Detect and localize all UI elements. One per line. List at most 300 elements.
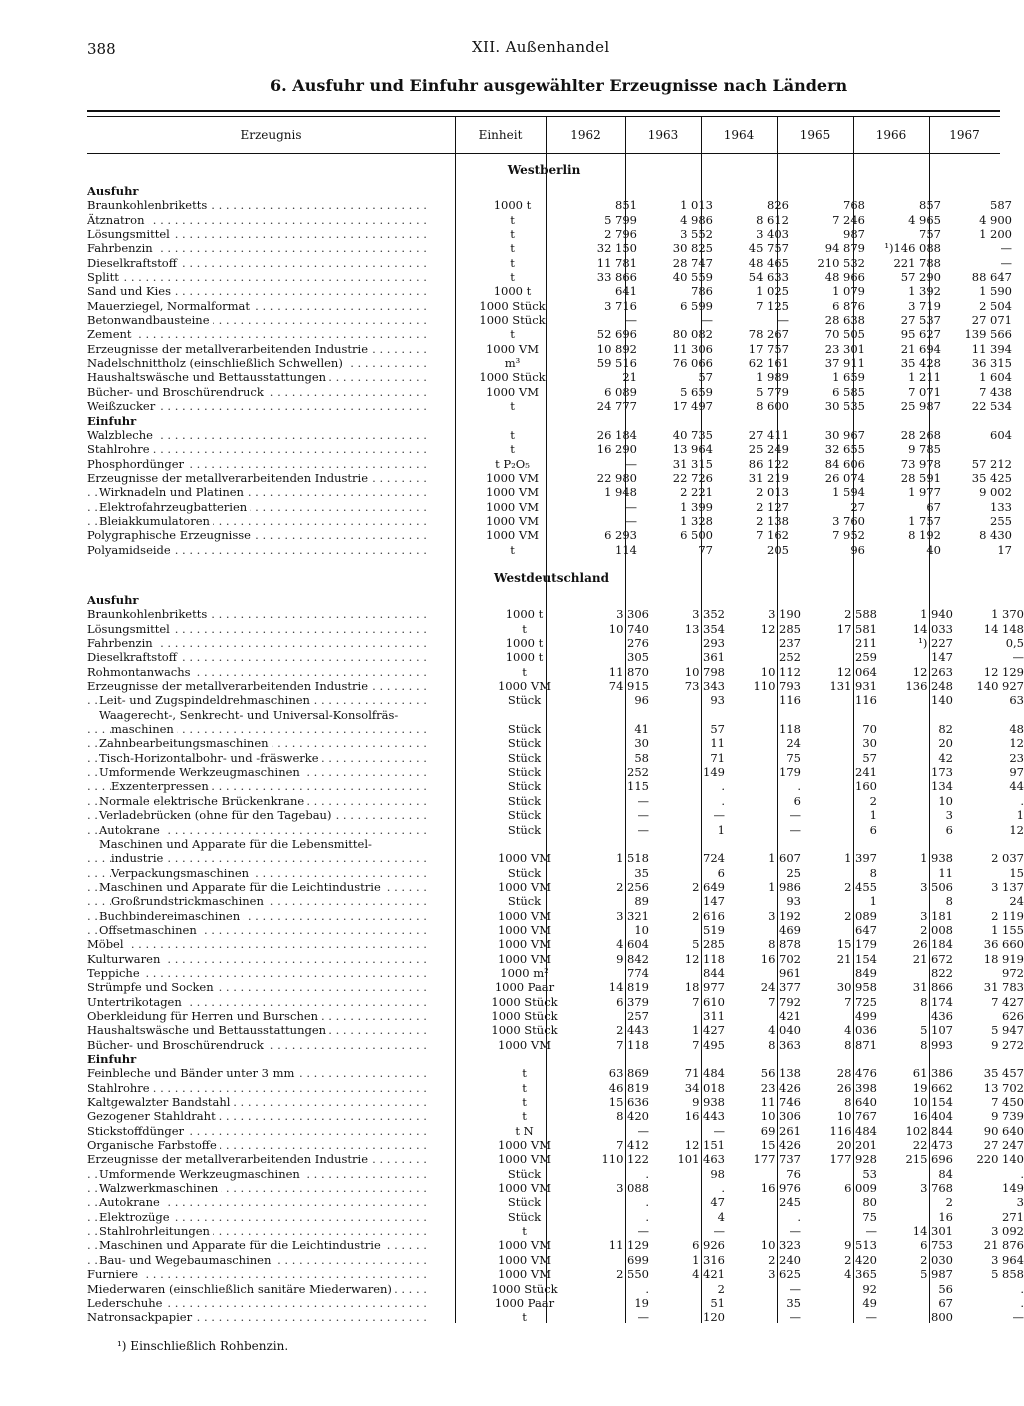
table-row: [87, 356, 1012, 370]
product-label-text: industrie: [111, 851, 166, 865]
value-cell: —: [1012, 1310, 1024, 1325]
product-label-text: Zement: [87, 327, 135, 341]
value-cell: 35 425: [971, 470, 1012, 485]
value-cell: 57: [698, 370, 713, 385]
product-label: [87, 198, 467, 212]
value-cell: 98: [710, 1166, 725, 1181]
product-label: [87, 851, 479, 865]
value-cell: 24 777: [596, 399, 637, 414]
value-cell: 724: [703, 851, 725, 866]
value-cell: 31 219: [748, 470, 789, 485]
value-cell: 252: [627, 765, 649, 780]
value-cell: 800: [931, 1310, 953, 1325]
value-cell: 3 137: [991, 879, 1024, 894]
product-label-text: Furniere: [87, 1267, 141, 1281]
value-cell: 3 088: [616, 1181, 649, 1196]
value-cell: 75: [862, 1209, 877, 1224]
unit-cell: Stück: [507, 693, 542, 708]
table-row: [87, 1282, 1024, 1296]
value-cell: 255: [990, 513, 1012, 528]
value-cell: 131 931: [829, 679, 877, 694]
table-row: [87, 327, 1012, 341]
product-label-text: Organische Farbstoffe: [87, 1138, 220, 1152]
value-cell: 20: [938, 736, 953, 751]
header-year: 1966: [875, 128, 907, 142]
value-cell: 305: [627, 650, 649, 665]
product-label: [87, 299, 467, 313]
value-cell: 140: [931, 693, 953, 708]
value-cell: 24 377: [760, 980, 801, 995]
unit-cell: 1000 VM: [485, 513, 539, 528]
unit-cell: 1000 t: [505, 650, 544, 665]
value-cell: 33 866: [596, 270, 637, 285]
product-label: [87, 327, 467, 341]
value-cell: 3 716: [604, 298, 637, 313]
product-label-text: Autokrane: [99, 823, 163, 837]
product-label: [87, 607, 479, 621]
table-row: [87, 227, 1012, 241]
value-cell: 3 552: [680, 227, 713, 242]
value-cell: 71 484: [684, 1066, 725, 1081]
value-cell: 45 757: [748, 241, 789, 256]
value-cell: 75: [786, 750, 801, 765]
value-cell: 16 976: [760, 1181, 801, 1196]
product-label: [87, 1167, 479, 1181]
value-cell: [713, 414, 789, 428]
value-cell: 2 616: [692, 908, 725, 923]
value-cell: 31 315: [672, 456, 713, 471]
value-cell: 7 952: [832, 528, 865, 543]
table-row: [87, 837, 1024, 851]
product-label-text: Stickstoffdünger: [87, 1124, 187, 1138]
value-cell: 5 107: [920, 1023, 953, 1038]
value-cell: 3 964: [991, 1252, 1024, 1267]
table-row: [87, 636, 1024, 650]
value-cell: [649, 1052, 725, 1066]
unit-cell: t: [510, 327, 515, 342]
value-cell: 2 504: [979, 298, 1012, 313]
product-label-text: Nadelschnittholz (einschließlich Schwellen): [87, 356, 346, 370]
value-cell: 6 599: [680, 298, 713, 313]
table-row: [87, 693, 1024, 707]
value-cell: 4 900: [979, 212, 1012, 227]
unit-cell: 1000 VM: [497, 851, 551, 866]
value-cell: 4 965: [908, 212, 941, 227]
product-label: [87, 622, 479, 636]
product-label: [87, 1095, 479, 1109]
value-cell: .: [645, 1281, 649, 1296]
value-cell: 11 781: [596, 255, 637, 270]
product-label: [87, 213, 467, 227]
value-cell: 2 030: [920, 1252, 953, 1267]
table-row: [87, 1253, 1024, 1267]
product-label-text: Ätznatron: [87, 213, 148, 227]
value-cell: [953, 837, 1024, 851]
value-cell: 1 392: [908, 284, 941, 299]
value-cell: [801, 1052, 877, 1066]
value-cell: 1 370: [991, 607, 1024, 622]
value-cell: 46 819: [608, 1080, 649, 1095]
table-row: [87, 980, 1024, 994]
product-label: [87, 751, 479, 765]
product-label: [87, 428, 467, 442]
value-cell: 7 412: [616, 1138, 649, 1153]
table-row: [87, 241, 1012, 255]
product-label: [87, 980, 479, 994]
value-cell: 77: [698, 542, 713, 557]
value-cell: 241: [855, 765, 877, 780]
value-cell: 587: [990, 198, 1012, 213]
value-cell: 30 967: [824, 427, 865, 442]
unit-cell: [479, 593, 570, 607]
table-row: [87, 1167, 1024, 1181]
value-cell: 13 702: [983, 1080, 1024, 1095]
table-row: [87, 1310, 1024, 1324]
value-cell: 3 306: [616, 607, 649, 622]
value-cell: 9 739: [991, 1109, 1024, 1124]
product-label-text: Leit- und Zugspindeldrehmaschinen: [99, 693, 313, 707]
unit-cell: t: [510, 427, 515, 442]
value-cell: 6: [869, 822, 877, 837]
value-cell: 133: [990, 499, 1012, 514]
value-cell: 1 986: [768, 879, 801, 894]
value-cell: 641: [615, 284, 637, 299]
table-row: [87, 909, 1024, 923]
table-row: [87, 270, 1012, 284]
value-cell: 30: [634, 736, 649, 751]
product-label-text: Untertrikotagen: [87, 995, 185, 1009]
unit-cell: t: [522, 621, 527, 636]
value-cell: 21 672: [912, 951, 953, 966]
value-cell: —: [637, 1123, 649, 1138]
value-cell: 8 420: [616, 1109, 649, 1124]
group-heading: [87, 414, 467, 428]
value-cell: 786: [691, 284, 713, 299]
table-row: [87, 607, 1024, 621]
product-label: [87, 399, 467, 413]
product-label-text: Exzenterpressen: [111, 779, 212, 793]
value-cell: 245: [779, 1195, 801, 1210]
value-cell: 27 247: [983, 1138, 1024, 1153]
table-row: [87, 952, 1024, 966]
unit-cell: 1000 Stück: [491, 1008, 558, 1023]
unit-cell: t: [510, 442, 515, 457]
product-label-text: Maschinen und Apparate für die Lebensmittel-: [99, 837, 375, 851]
value-cell: 86 122: [748, 456, 789, 471]
value-cell: 2: [945, 1195, 953, 1210]
value-cell: 25 987: [900, 399, 941, 414]
value-cell: [801, 708, 877, 722]
value-cell: 63: [1009, 693, 1024, 708]
product-label-text: Kaltgewalzter Bandstahl: [87, 1095, 233, 1109]
westdeutschland-table: [87, 593, 1024, 1325]
value-cell: 110 793: [753, 679, 801, 694]
value-cell: 4 604: [616, 937, 649, 952]
unit-cell: 1000 VM: [497, 1152, 551, 1167]
value-cell: 31 783: [983, 980, 1024, 995]
value-cell: 519: [703, 922, 725, 937]
table-row: [87, 622, 1024, 636]
unit-cell: 1000 t: [493, 198, 532, 213]
product-label-text: Haushaltswäsche und Bettausstattungen: [87, 1023, 329, 1037]
value-cell: 2 256: [616, 879, 649, 894]
unit-cell: 1000 VM: [497, 951, 551, 966]
product-label-text: Rohmontanwachs: [87, 665, 194, 679]
value-cell: [725, 1052, 801, 1066]
value-cell: 2 119: [991, 908, 1024, 923]
value-cell: [725, 593, 801, 607]
value-cell: 116: [779, 693, 801, 708]
value-cell: 4 040: [768, 1023, 801, 1038]
value-cell: 4 036: [844, 1023, 877, 1038]
value-cell: 259: [855, 650, 877, 665]
value-cell: 56 138: [760, 1066, 801, 1081]
product-label-text: Umformende Werkzeugmaschinen: [99, 1167, 303, 1181]
value-cell: 7 792: [768, 994, 801, 1009]
value-cell: 12 118: [684, 951, 725, 966]
value-cell: 6 876: [832, 298, 865, 313]
value-cell: 849: [855, 965, 877, 980]
value-cell: 3: [945, 808, 953, 823]
value-cell: 177 928: [829, 1152, 877, 1167]
value-cell: 30 958: [836, 980, 877, 995]
product-label-text: Verpackungsmaschinen: [111, 866, 252, 880]
product-label-text: Stahlrohre: [87, 442, 153, 456]
product-label-text: Splitt: [87, 270, 122, 284]
value-cell: [570, 708, 649, 722]
value-cell: 23 426: [760, 1080, 801, 1095]
value-cell: 13 354: [684, 621, 725, 636]
product-label: [87, 794, 479, 808]
value-cell: 25 249: [748, 442, 789, 457]
value-cell: 22 534: [971, 399, 1012, 414]
unit-cell: m³: [504, 356, 521, 371]
value-cell: 499: [855, 1008, 877, 1023]
product-label: [87, 736, 479, 750]
product-label-text: Walzbleche: [87, 428, 156, 442]
value-cell: 9 842: [616, 951, 649, 966]
product-label: [87, 1038, 479, 1052]
value-cell: 5 285: [692, 937, 725, 952]
table-row: [87, 485, 1012, 499]
value-cell: 140 927: [976, 679, 1024, 694]
product-label: [87, 1109, 479, 1123]
value-cell: 35: [786, 1295, 801, 1310]
value-cell: 21 154: [836, 951, 877, 966]
product-label: [87, 923, 479, 937]
product-label: [87, 665, 479, 679]
unit-cell: 1000 VM: [497, 679, 551, 694]
value-cell: 96: [850, 542, 865, 557]
table-row: [87, 851, 1024, 865]
value-cell: 15: [1009, 865, 1024, 880]
value-cell: 5 858: [991, 1267, 1024, 1282]
value-cell: 17 581: [836, 621, 877, 636]
product-label: [87, 1009, 479, 1023]
value-cell: —: [637, 1310, 649, 1325]
unit-cell: 1000 t: [505, 636, 544, 651]
unit-cell: 1000 VM: [485, 485, 539, 500]
value-cell: 160: [855, 779, 877, 794]
value-cell: 6 753: [920, 1238, 953, 1253]
section-label-westberlin: Westberlin: [507, 163, 581, 177]
value-cell: .: [645, 1166, 649, 1181]
product-label-text: Dieselkraftstoff: [87, 256, 180, 270]
value-cell: 84: [938, 1166, 953, 1181]
value-cell: 173: [931, 765, 953, 780]
value-cell: ¹)146 088: [884, 241, 941, 256]
value-cell: 19 662: [912, 1080, 953, 1095]
value-cell: 5 947: [991, 1023, 1024, 1038]
unit-cell: [479, 1052, 570, 1066]
footnote: ¹) Einschließlich Rohbenzin.: [117, 1339, 289, 1353]
value-cell: 94 879: [824, 241, 865, 256]
value-cell: 7 725: [844, 994, 877, 1009]
unit-cell: 1000 Stück: [479, 313, 546, 328]
value-cell: 7 450: [991, 1095, 1024, 1110]
value-cell: [953, 708, 1024, 722]
value-cell: 757: [919, 227, 941, 242]
product-label: [87, 514, 467, 528]
product-label-text: Möbel: [87, 937, 127, 951]
value-cell: [877, 837, 953, 851]
product-label: [87, 995, 479, 1009]
product-label-text: Verladebrücken (ohne für den Tagebau): [99, 808, 334, 822]
value-cell: 3 506: [920, 879, 953, 894]
value-cell: 20 201: [836, 1138, 877, 1153]
value-cell: 179: [779, 765, 801, 780]
value-cell: 220 140: [976, 1152, 1024, 1167]
value-cell: —: [713, 808, 725, 823]
value-cell: 7 610: [692, 994, 725, 1009]
value-cell: 2 443: [616, 1023, 649, 1038]
value-cell: 21 694: [900, 341, 941, 356]
product-label: [87, 765, 479, 779]
value-cell: [877, 593, 953, 607]
value-cell: 149: [703, 765, 725, 780]
product-label-text: Einfuhr: [87, 414, 139, 428]
product-label-text: Weißzucker: [87, 399, 158, 413]
value-cell: 26 184: [912, 937, 953, 952]
value-cell: 7 438: [979, 384, 1012, 399]
table-row: [87, 514, 1012, 528]
value-cell: 1 397: [844, 851, 877, 866]
value-cell: 92: [862, 1281, 877, 1296]
value-cell: 6: [945, 822, 953, 837]
value-cell: 2 550: [616, 1267, 649, 1282]
value-cell: —: [789, 1224, 801, 1239]
value-cell: 42: [938, 750, 953, 765]
value-cell: —: [789, 808, 801, 823]
product-label: [87, 1023, 479, 1037]
header-unit: Einheit: [478, 128, 523, 142]
table-row: [87, 708, 1024, 722]
value-cell: 139 566: [964, 327, 1012, 342]
value-cell: 252: [779, 650, 801, 665]
value-cell: 28 268: [900, 427, 941, 442]
product-label-text: Elektrofahrzeugbatterien: [99, 500, 250, 514]
value-cell: 1: [717, 822, 725, 837]
value-cell: 5 799: [604, 212, 637, 227]
header-year: 1964: [723, 128, 755, 142]
value-cell: 102 844: [905, 1123, 953, 1138]
value-cell: 17: [997, 542, 1012, 557]
table-row: [87, 385, 1012, 399]
value-cell: [865, 184, 941, 198]
product-label: [87, 1253, 479, 1267]
table-row: [87, 442, 1012, 456]
value-cell: 14 301: [912, 1224, 953, 1239]
unit-cell: Stück: [507, 1209, 542, 1224]
unit-cell: t: [522, 1066, 527, 1081]
table-row: [87, 1224, 1024, 1238]
table-row: [87, 1267, 1024, 1281]
product-label-text: Miederwaren (einschließlich sanitäre Miederwaren): [87, 1282, 395, 1296]
value-cell: 215 696: [905, 1152, 953, 1167]
unit-cell: 1000 Paar: [494, 980, 555, 995]
value-cell: 7 071: [908, 384, 941, 399]
value-cell: 10 740: [608, 621, 649, 636]
unit-cell: 1000 VM: [497, 937, 551, 952]
unit-cell: Stück: [507, 822, 542, 837]
unit-cell: t: [510, 212, 515, 227]
value-cell: 16 702: [760, 951, 801, 966]
value-cell: [801, 837, 877, 851]
unit-cell: 1000 VM: [485, 528, 539, 543]
table-row: [87, 866, 1024, 880]
value-cell: —: [625, 456, 637, 471]
product-label-text: Umformende Werkzeugmaschinen: [99, 765, 303, 779]
product-label-text: Einfuhr: [87, 1052, 139, 1066]
product-label-text: Erzeugnisse der metallverarbeitenden Industrie: [87, 1152, 371, 1166]
value-cell: 89: [634, 894, 649, 909]
value-cell: 2 420: [844, 1252, 877, 1267]
value-cell: [953, 1052, 1024, 1066]
unit-cell: t: [510, 227, 515, 242]
value-cell: 7 125: [756, 298, 789, 313]
value-cell: 147: [703, 894, 725, 909]
unit-cell: 1000 VM: [497, 1181, 551, 1196]
value-cell: 52 696: [596, 327, 637, 342]
value-cell: 6: [793, 793, 801, 808]
product-label-text: Gezogener Stahldraht: [87, 1109, 219, 1123]
unit-cell: 1000 VM: [497, 922, 551, 937]
product-label: [87, 471, 467, 485]
value-cell: [649, 593, 725, 607]
unit-cell: Stück: [507, 894, 542, 909]
product-label: [87, 880, 479, 894]
unit-cell: [479, 837, 570, 851]
value-cell: 84 606: [824, 456, 865, 471]
value-cell: 9 785: [908, 442, 941, 457]
value-cell: 74 915: [608, 679, 649, 694]
value-cell: 27 071: [971, 313, 1012, 328]
value-cell: 27: [850, 499, 865, 514]
product-label: [87, 722, 479, 736]
value-cell: [801, 593, 877, 607]
value-cell: .: [1020, 793, 1024, 808]
value-cell: 851: [615, 198, 637, 213]
value-cell: 8 430: [979, 528, 1012, 543]
unit-cell: t P₂O₅: [495, 456, 530, 471]
value-cell: 626: [1002, 1008, 1024, 1023]
value-cell: 3 190: [768, 607, 801, 622]
header-bottom-rule: [87, 153, 1000, 154]
product-label: [87, 342, 467, 356]
unit-cell: 1000 VM: [497, 1252, 551, 1267]
value-cell: 2: [869, 793, 877, 808]
product-label-text: Lösungsmittel: [87, 622, 173, 636]
